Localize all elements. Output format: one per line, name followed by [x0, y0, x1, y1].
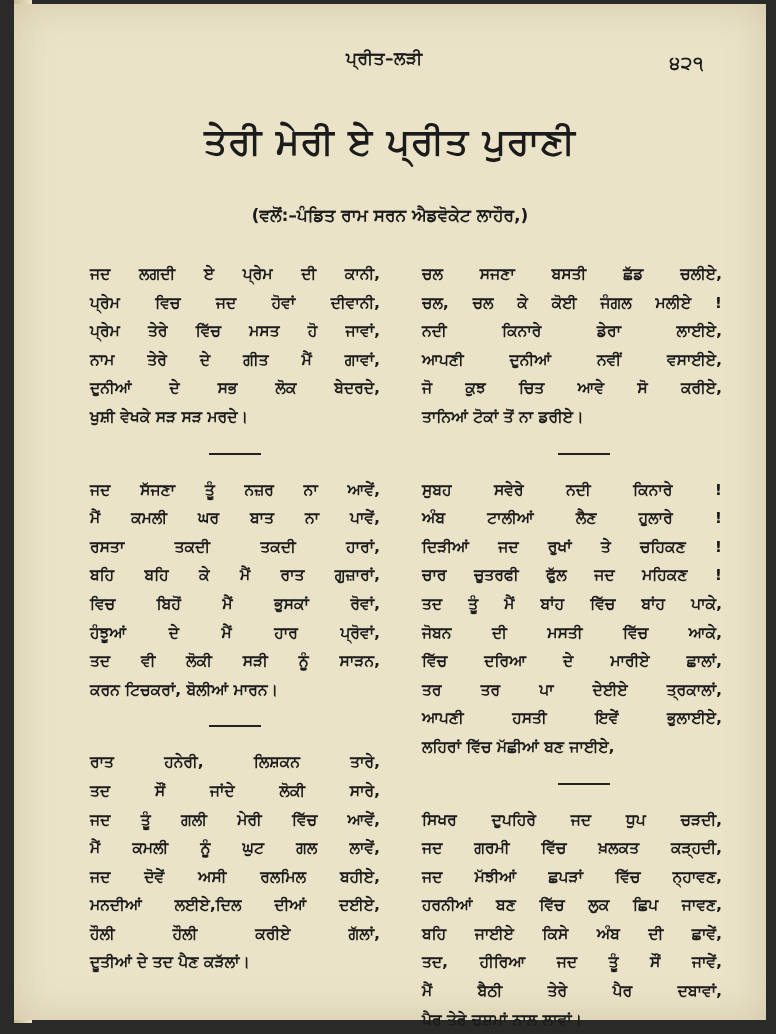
book-page — [14, 4, 766, 1020]
poem-line: ਹੌਲੀ ਹੌਲੀ ਕਰੀਏ ਗੱਲਾਂ, — [90, 920, 380, 949]
poem-line: ਦੂਤੀਆਂ ਦੇ ਤਦ ਪੈਣ ਕੜੱਲਾਂ। — [90, 948, 380, 977]
poem-title: ਤੇਰੀ ਮੇਰੀ ਏ ਪ੍ਰੀਤ ਪੁਰਾਣੀ — [14, 122, 766, 164]
poem-line: ਕਰਨ ਟਿਚਕਰਾਂ, ਬੋਲੀਆਂ ਮਾਰਨ। — [90, 676, 380, 705]
stanza-divider — [422, 432, 722, 476]
poem-line: ਮੈਂ ਕਮਲੀ ਘਰ ਬਾਤ ਨਾ ਪਾਵੇਂ, — [90, 504, 380, 533]
right-column — [422, 260, 722, 1034]
poem-line: ਆਪਣੀ ਹਸਤੀ ਇਵੇਂ ਭੁਲਾਈਏ, — [422, 704, 722, 733]
poem-line: ਜਦ ਗਰਮੀ ਵਿੱਚ ਖ਼ਲਕਤ ਕੜ੍ਹਦੀ, — [422, 834, 722, 863]
stanza-divider — [90, 704, 380, 748]
poem-line: ਜਦ ਮੱਝੀਆਂ ਛਪੜਾਂ ਵਿੱਚ ਨ੍ਹਾਵਣ, — [422, 863, 722, 892]
poem-line: ਲਹਿਰਾਂ ਵਿੱਚ ਮੱਛੀਆਂ ਬਣ ਜਾਈਏ, — [422, 733, 722, 762]
page-number: ੪੨੧ — [670, 53, 704, 74]
poem-line: ਤਦ ਤੂੰ ਮੈਂ ਬਾਂਹ ਵਿੱਚ ਬਾਂਹ ਪਾਕੇ, — [422, 590, 722, 619]
poem-line: ਵਿੱਚ ਦਰਿਆ ਦੇ ਮਾਰੀਏ ਛਾਲਾਂ, — [422, 647, 722, 676]
poem-line: ਤਾਨਿਆਂ ਟੋਕਾਂ ਤੋਂ ਨਾ ਡਰੀਏ। — [422, 403, 722, 432]
poem-line: ਖੁਸ਼ੀ ਵੇਖਕੇ ਸੜ ਸੜ ਮਰਦੇ। — [90, 403, 380, 432]
left-stanza-1 — [90, 260, 380, 432]
poem-line: ਤਦ, ਹੀਰਿਆ ਜਦ ਤੂੰ ਸੌਂ ਜਾਵੇਂ, — [422, 948, 722, 977]
poem-byline: (ਵਲੋਂ:–ਪੰਡਿਤ ਰਾਮ ਸਰਨ ਐਡਵੋਕੇਟ ਲਾਹੌਰ,) — [14, 206, 766, 226]
poem-line: ਬਹਿ ਬਹਿ ਕੇ ਮੈਂ ਰਾਤ ਗੁਜ਼ਾਰਾਂ, — [90, 561, 380, 590]
left-stanza-3 — [90, 748, 380, 977]
left-column — [90, 260, 380, 977]
poem-line: ਸਿਖਰ ਦੁਪਹਿਰੇ ਜਦ ਧੁਪ ਚੜਦੀ, — [422, 806, 722, 835]
right-stanza-3 — [422, 806, 722, 1034]
poem-line: ਅੰਬ ਟਾਲੀਆਂ ਲੈਣ ਹੁਲਾਰੇ ! — [422, 504, 722, 533]
poem-line: ਚਾਰ ਚੁਤਰਫੀ ਫੁੱਲ ਜਦ ਮਹਿਕਣ ! — [422, 561, 722, 590]
poem-line: ਦੁਨੀਆਂ ਦੇ ਸਭ ਲੋਕ ਬੇਦਰਦੇ, — [90, 374, 380, 403]
poem-line: ਜਦ ਦੋਵੇਂ ਅਸੀ ਰਲਮਿਲ ਬਹੀਏ, — [90, 863, 380, 892]
poem-line: ਜੋ ਕੁਝ ਚਿਤ ਆਵੇ ਸੋ ਕਰੀਏ, — [422, 374, 722, 403]
poem-line: ਨਦੀ ਕਿਨਾਰੇ ਡੇਰਾ ਲਾਈਏ, — [422, 317, 722, 346]
poem-line: ਮਨਦੀਆਂ ਲਈਏ,ਦਿਲ ਦੀਆਂ ਦਈਏ, — [90, 891, 380, 920]
poem-line: ਹਰਨੀਆਂ ਬਣ ਵਿੱਚ ਲੁਕ ਛਿਪ ਜਾਵਣ, — [422, 891, 722, 920]
poem-line: ਸੁਬਹ ਸਵੇਰੇ ਨਦੀ ਕਿਨਾਰੇ ! — [422, 476, 722, 505]
poem-line: ਚਲ ਸਜਣਾ ਬਸਤੀ ਛੱਡ ਚਲੀਏ, — [422, 260, 722, 289]
poem-line: ਤਰ ਤਰ ਪਾ ਦੇਈਏ ਤ੍ਰਕਾਲਾਂ, — [422, 676, 722, 705]
stanza-divider — [90, 432, 380, 476]
poem-line: ਚਲ, ਚਲ ਕੇ ਕੋਈ ਜੰਗਲ ਮਲੀਏ ! — [422, 289, 722, 318]
poem-line: ਰਾਤ ਹਨੇਰੀ, ਲਿਸ਼ਕਨ ਤਾਰੇ, — [90, 748, 380, 777]
left-stanza-2 — [90, 476, 380, 705]
poem-line: ਪੈਰ ਤੇਰੇ ਚਸ਼ਮਾਂ ਨਾਲ ਲਾਵਾਂ। — [422, 1006, 722, 1034]
stanza-divider — [422, 762, 722, 806]
poem-line: ਵਿਚ ਬਿਹੋਂ ਮੈਂ ਭੁਸਕਾਂ ਰੋਵਾਂ, — [90, 590, 380, 619]
poem-line: ਮੈਂ ਕਮਲੀ ਨੂੰ ਘੁਟ ਗਲ ਲਾਵੇਂ, — [90, 834, 380, 863]
poem-line: ਰਸਤਾ ਤਕਦੀ ਤਕਦੀ ਹਾਰਾਂ, — [90, 533, 380, 562]
poem-line: ਤਦ ਸੌਂ ਜਾਂਦੇ ਲੋਕੀ ਸਾਰੇ, — [90, 777, 380, 806]
poem-line: ਬਹਿ ਜਾਈਏ ਕਿਸੇ ਅੰਬ ਦੀ ਛਾਵੇਂ, — [422, 920, 722, 949]
poem-line: ਪ੍ਰੇਮ ਤੇਰੇ ਵਿੱਚ ਮਸਤ ਹੋ ਜਾਵਾਂ, — [90, 317, 380, 346]
poem-line: ਆਪਣੀ ਦੁਨੀਆਂ ਨਵੀਂ ਵਸਾਈਏ, — [422, 346, 722, 375]
right-stanza-2 — [422, 476, 722, 762]
poem-line: ਹੰਝੂਆਂ ਦੇ ਮੈਂ ਹਾਰ ਪ੍ਰੋਵਾਂ, — [90, 619, 380, 648]
poem-line: ਤਦ ਵੀ ਲੋਕੀ ਸੜੀ ਨੂੰ ਸਾੜਨ, — [90, 647, 380, 676]
poem-line: ਜਦ ਲਗਦੀ ਏ ਪ੍ਰੇਮ ਦੀ ਕਾਨੀ, — [90, 260, 380, 289]
poem-line: ਮੈਂ ਬੈਠੀ ਤੇਰੇ ਪੈਰ ਦਬਾਵਾਂ, — [422, 977, 722, 1006]
poem-line: ਨਾਮ ਤੇਰੇ ਦੇ ਗੀਤ ਮੈਂ ਗਾਵਾਂ, — [90, 346, 380, 375]
right-stanza-1 — [422, 260, 722, 432]
poem-line: ਜਦ ਤੂੰ ਗਲੀ ਮੇਰੀ ਵਿੱਚ ਆਵੇਂ, — [90, 806, 380, 835]
poem-line: ਜੋਬਨ ਦੀ ਮਸਤੀ ਵਿੱਚ ਆਕੇ, — [422, 619, 722, 648]
running-head: ਪ੍ਰੀਤ–ਲੜੀ — [346, 49, 423, 69]
poem-line: ਦਿੜੀਆਂ ਜਦ ਰੁਖਾਂ ਤੇ ਚਹਿਕਣ ! — [422, 533, 722, 562]
poem-line: ਪ੍ਰੇਮ ਵਿਚ ਜਦ ਹੋਵਾਂ ਦੀਵਾਨੀ, — [90, 289, 380, 318]
poem-line: ਜਦ ਸੱਜਣਾ ਤੂੰ ਨਜ਼ਰ ਨਾ ਆਵੇਂ, — [90, 476, 380, 505]
